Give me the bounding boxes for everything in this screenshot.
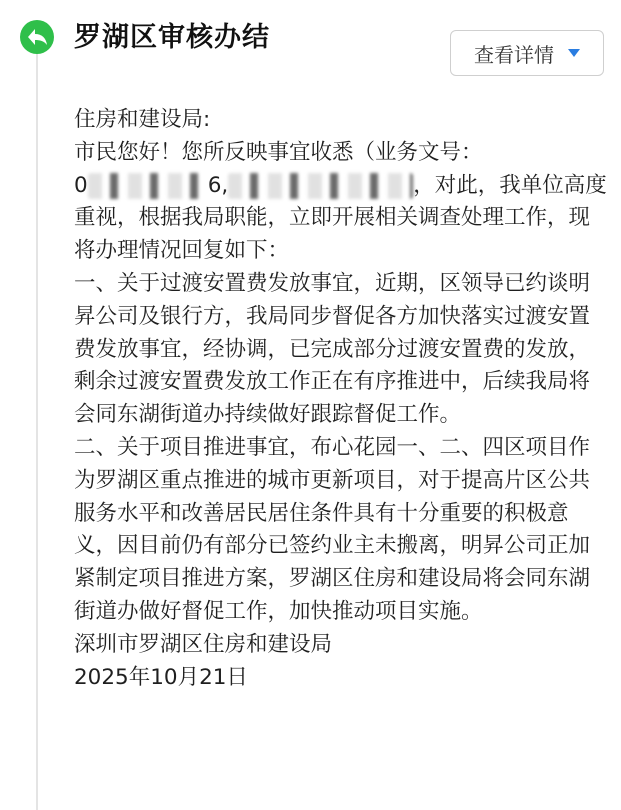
reply-body-intro <box>74 137 610 268</box>
status-dot <box>20 20 54 54</box>
timeline-line <box>36 46 38 810</box>
reply-content <box>74 104 610 694</box>
reply-greeting: 市民您好！您所反映事宜收悉（业务文号： <box>74 139 483 165</box>
reply-point-1: 一、关于过渡安置费发放事宜，近期，区领导已约谈明昇公司及银行方，我局同步督促各方加快落实过渡安置费发放事宜，经协调，已完成部分过渡安置费的发放，剩余过渡安置费发放工作正在有序推进中，后续我局将会同东湖街道办持续做好跟踪督促工作。 <box>74 270 591 428</box>
reply-after-redaction: ，对此，我单位高度重视，根据我局职能，立即开展相关调查处理工作，现将办理情况回复如下： <box>74 172 607 264</box>
redaction-prefix: 0 <box>74 172 88 198</box>
reply-recipient: 住房和建设局: <box>74 107 211 132</box>
redacted-number-2 <box>228 173 413 199</box>
reply-date: 2025年10月21日 <box>74 664 248 690</box>
page-title: 罗湖区审核办结 <box>74 22 270 53</box>
redaction-mid: 6, <box>207 172 229 198</box>
reply-signature: 深圳市罗湖区住房和建设局 <box>74 631 333 657</box>
caret-down-icon <box>568 49 580 57</box>
view-details-button[interactable] <box>450 30 604 76</box>
reply-point-2: 二、关于项目推进事宜，布心花园一、二、四区项目作为罗湖区重点推进的城市更新项目，对于提高片区公共服务水平和改善居民居住条件具有十分重要的积极意义，因目前仍有部分已签约业主未搬离，明昇公司正加紧制定项目推进方案，罗湖区住房和建设局将会同东湖街道办做好督促工作，加快推动项目实施。 <box>74 434 591 624</box>
view-details-label: 查看详情 <box>474 42 554 67</box>
redacted-number <box>88 173 208 199</box>
back-arrow-icon <box>26 28 48 46</box>
